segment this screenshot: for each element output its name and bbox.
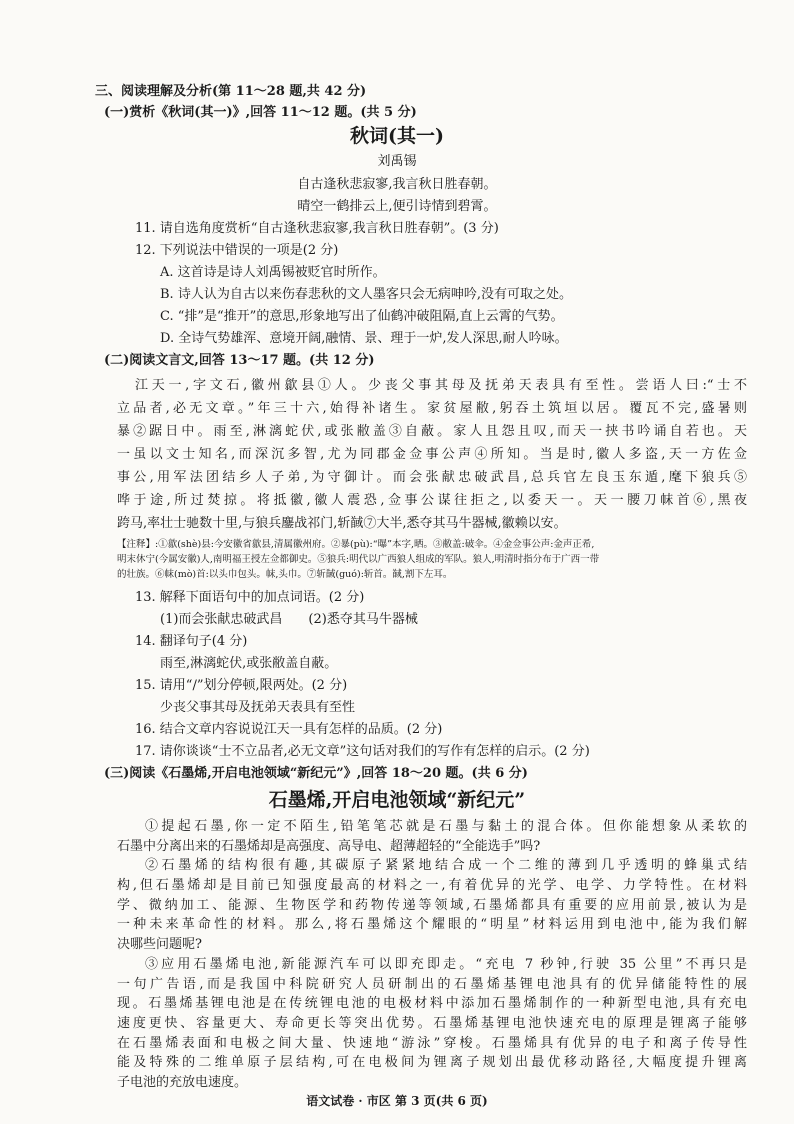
q12-option-a: A. 这首诗是诗人刘禹锡被贬官时所作。 — [160, 265, 386, 280]
passage-line-2: 立品者,必无文章。”年三十六,始得补诸生。家贫屋敝,躬吞土筑垣以居。覆瓦不完,盛暑则 — [117, 401, 747, 416]
article-line-5: 学、微纳加工、能源、生物医学和药物传递等领域,石墨烯都具有重要的应用前景,被认为是 — [117, 898, 747, 913]
question-16: 16. 结合文章内容说说江天一具有怎样的品质。(2 分) — [135, 722, 443, 737]
q12-option-b: B. 诗人认为自古以来伤春悲秋的文人墨客只会无病呻吟,没有可取之处。 — [160, 287, 572, 302]
section-header: 三、阅读理解及分析(第 11～28 题,共 42 分) — [95, 84, 367, 99]
article-line-7: 决哪些问题呢? — [117, 937, 202, 952]
q12-option-d: D. 全诗气势雄浑、意境开阔,融情、景、理于一炉,发人深思,耐人吟咏。 — [160, 331, 568, 346]
poem-title: 秋词(其一) — [350, 125, 444, 147]
question-14: 14. 翻译句子(4 分) — [135, 634, 248, 649]
article-line-6: 一种未来革命性的材料。那么,将石墨烯这个耀眼的“明星”材料运用到电池中,能为我们解 — [117, 917, 747, 932]
question-15: 15. 请用“/”划分停顿,限两处。(2 分) — [135, 678, 348, 693]
article-line-2: 石墨中分离出来的石墨烯却是高强度、高导电、超薄超轻的“全能选手”吗? — [117, 839, 541, 854]
article-line-4: 构,但石墨烯却是目前已知强度最高的材料之一,有着优异的光学、电学、力学特性。在材料 — [117, 878, 747, 893]
notes-line-2: 明末休宁(今属安徽)人,南明福王授左佥都御史。⑤狼兵:明代以广西狼人组成的军队。狼人,明清时指分布于广西一带 — [117, 554, 600, 565]
poem-author: 刘禹锡 — [377, 154, 417, 169]
q14-sentence: 雨至,淋漓蛇伏,或张敝盖自蔽。 — [160, 656, 338, 671]
article-line-14: 子电池的充放电速度。 — [117, 1075, 248, 1090]
question-17: 17. 请你谈谈“士不立品者,必无文章”这句话对我们的写作有怎样的启示。(2 分) — [135, 744, 590, 759]
poem-line-2: 晴空一鹤排云上,便引诗情到碧霄。 — [297, 199, 497, 214]
passage-line-5: 事公,用军法团结乡人子弟,为守御计。而会张献忠破武昌,总兵官左良玉东遁,麾下狼兵⑤ — [117, 470, 747, 485]
question-11: 11. 请自选角度赏析“自古逢秋悲寂寥,我言秋日胜春朝”。(3 分) — [135, 221, 499, 236]
article-line-11: 速度更快、容量更大、寿命更长等突出优势。石墨烯基锂电池快速充电的原理是锂离子能够 — [117, 1016, 747, 1031]
article-line-12: 在石墨烯表面和电极之间大量、快速地“游泳”穿梭。石墨烯具有优异的电子和离子传导性 — [117, 1036, 747, 1051]
part3-header: (三)阅读《石墨烯,开启电池领域“新纪元”》,回答 18～20 题。(共 6 分) — [104, 766, 528, 781]
passage-line-7: 跨马,率壮士驰数十里,与狼兵鏖战祁门,斩馘⑦大半,悉夺其马牛器械,徽赖以安。 — [117, 516, 567, 531]
q15-sentence: 少丧父事其母及抚弟天表具有至性 — [160, 700, 356, 715]
q13-items: (1)而会张献忠破武昌 (2)悉夺其马牛器械 — [160, 612, 418, 627]
article-line-8: ③应用石墨烯电池,新能源汽车可以即充即走。“充电 7 秒钟,行驶 35 公里”不再只是 — [145, 957, 747, 972]
article-line-3: ②石墨烯的结构很有趣,其碳原子紧紧地结合成一个二维的薄到几乎透明的蜂巢式结 — [145, 858, 747, 873]
part2-header: (二)阅读文言文,回答 13～17 题。(共 12 分) — [104, 353, 375, 368]
notes-line-1: 【注释】:①歙(shè)县:今安徽省歙县,清属徽州府。②暴(pù):“曝”本字,晒。③敝盖:破伞。④金佥事公声:金声正希, — [117, 539, 595, 550]
article-line-9: 一句广告语,而是我国中科院研究人员研制出的石墨烯基锂电池具有的优异储能特性的展 — [117, 977, 747, 992]
passage-line-4: 一虽以文士知名,而深沉多智,尤为同郡金佥事公声④所知。当是时,徽人多盗,天一方佐佥 — [117, 447, 747, 462]
question-13: 13. 解释下面语句中的加点词语。(2 分) — [135, 590, 365, 605]
article-line-10: 现。石墨烯基锂电池是在传统锂电池的电极材料中添加石墨烯制作的一种新型电池,具有充电 — [117, 996, 747, 1011]
article-line-13: 能及特殊的二维单原子层结构,可在电极间为锂离子规划出最优移动路径,大幅度提升锂离 — [117, 1055, 747, 1070]
passage-line-6: 哗于途,所过焚掠。将抵徽,徽人震恐,佥事公谋往拒之,以委天一。天一腰刀帓首⑥,黑夜 — [117, 493, 747, 508]
notes-line-3: 的壮族。⑥帓(mò)首:以头巾包头。帓,头巾。⑦斩馘(guó):斩首。馘,割下左耳。 — [117, 569, 453, 580]
question-12: 12. 下列说法中错误的一项是(2 分) — [135, 243, 339, 258]
page-footer: 语文试卷 · 市区 第 3 页(共 6 页) — [306, 1094, 488, 1108]
passage-line-1: 江天一,字文石,徽州歙县①人。少丧父事其母及抚弟天表具有至性。尝语人曰:“士不 — [135, 378, 747, 393]
passage-line-3: 暴②踞日中。雨至,淋漓蛇伏,或张敝盖③自蔽。家人且怨且叹,而天一挟书吟诵自若也。天 — [117, 424, 747, 439]
poem-line-1: 自古逢秋悲寂寥,我言秋日胜春朝。 — [297, 177, 497, 192]
article-line-1: ①提起石墨,你一定不陌生,铅笔笔芯就是石墨与黏土的混合体。但你能想象从柔软的 — [145, 819, 747, 834]
q12-option-c: C. “排”是“推开”的意思,形象地写出了仙鹤冲破阻隔,直上云霄的气势。 — [160, 309, 564, 324]
part1-header: (一)赏析《秋词(其一)》,回答 11～12 题。(共 5 分) — [104, 105, 417, 120]
article-title: 石墨烯,开启电池领域“新纪元” — [268, 789, 526, 811]
